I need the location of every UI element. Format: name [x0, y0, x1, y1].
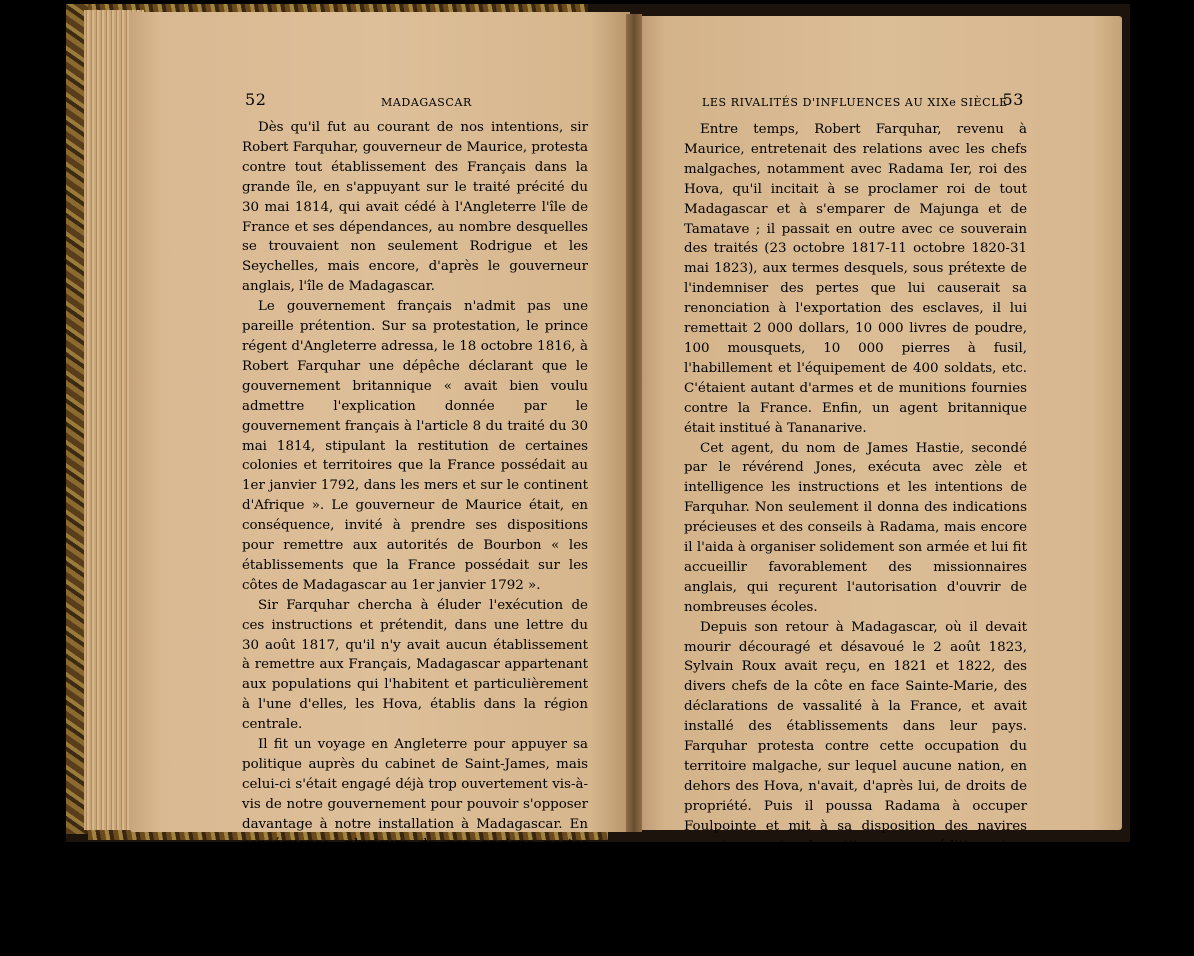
- right-page-header: [702, 90, 1024, 114]
- paragraph: Le gouvernement français n'admit pas une pareille prétention. Sur sa protestation, le prince régent d'Angleterre adressa, le 18 octobre 1816, à Robert Farquhar une dépêche déclarant que le gouvernement britannique « avait bien voulu admettre l'explication donnée par le gouvernement français à l'article 8 du traité du 30 mai 1814, stipulant la restitution de certaines colonies et territoires que la France possédait au 1er janvier 1792, dans les mers et sur le continent d'Afrique ». Le gouverneur de Maurice était, en conséquence, invité à prendre ses dispositions pour remettre aux autorités de Bourbon « les établissements que la France possédait sur les côtes de Madagascar au 1er janvier 1792 ».: [242, 299, 588, 593]
- paragraph: Sir Farquhar chercha à éluder l'exécution de ces instructions et prétendit, dans une lettre du 30 août 1817, qu'il n'y avait aucun établissement à remettre aux Français, Madagascar appartenant aux populations qui l'habitent et particulièrement à l'une d'elles, les Hova, établis dans la région centrale.: [242, 597, 588, 733]
- paragraph: Cet agent, du nom de James Hastie, secondé par le révérend Jones, exécuta avec zèle et intelligence les instructions et les intentions de Farquhar. Non seulement il donna des indications précieuses et des conseils à Radama, mais encore il l'aida à organiser solidement son armée et lui fit accueillir favorablement des missionnaires anglais, qui reçurent l'autorisation d'ouvrir de nombreuses écoles.: [684, 440, 1027, 615]
- paragraph: Dès qu'il fut au courant de nos intentions, sir Robert Farquhar, gouverneur de Maurice, protesta contre tout établissement des Français dans la grande île, en s'appuyant sur le traité précité du 30 mai 1814, qui avait cédé à l'Angleterre l'île de France et ses dépendances, au nombre desquelles se trouvaient non seulement Rodrigue et les Seychelles, mais encore, d'après le gouverneur anglais, l'île de Madagascar.: [242, 120, 588, 295]
- right-page-body: [684, 120, 1027, 956]
- page-number-left: 52: [245, 90, 267, 109]
- running-head-right: LES RIVALITÉS D'INFLUENCES AU XIXe SIÈCLE: [702, 96, 1008, 109]
- paragraph: Entre temps, Robert Farquhar, revenu à Maurice, entretenait des relations avec les chefs malgaches, notamment avec Radama Ier, roi des Hova, qu'il incitait à se proclamer roi de tout Madagascar et à s'emparer de Majunga et de Tamatave ; il passait en outre avec ce souverain des traités (23 octobre 1817-11 octobre 1820-31 mai 1823), aux termes desquels, sous prétexte de l'indemniser des pertes que lui causerait sa renonciation à l'exportation des esclaves, il lui remettait 2 000 dollars, 10 000 livres de poudre, 100 mousquets, 10 000 pierres à fusil, l'habillement et l'équipement de 400 soldats, etc. C'étaient autant d'armes et de munitions fournies contre la France. Enfin, un agent britannique était institué à Tananarive.: [684, 122, 1027, 436]
- page-number-right: 53: [1002, 90, 1024, 109]
- left-page-body: [242, 118, 588, 914]
- left-page-header: [245, 90, 617, 114]
- book-gutter: [626, 14, 642, 832]
- paragraph: Il fit un voyage en Angleterre pour appuyer sa politique auprès du cabinet de Saint-James, mais celui-ci s'était engagé déjà trop ouvertement vis-à-vis de notre gouvernement pour pouvoir s'opposer davantage à notre installation à Madagascar. En conséquence, plusieurs de nos anciens postes furent successivement réoccupés par Sylvain Roux à partir de 1818, notamment Sainte-Marie, Fort-Dauphin, Pointe-à-Larrée et Tintingue.: [242, 737, 588, 912]
- running-head-left: MADAGASCAR: [381, 96, 472, 109]
- paragraph: Depuis son retour à Madagascar, où il devait mourir découragé et désavoué le 2 août 1823, Sylvain Roux avait reçu, en 1821 et 1822, des divers chefs de la côte en face Sainte-Marie, des déclarations de vassalité à la France, et avait installé des établissements dans leur pays. Farquhar protesta contre cette occupation du territoire malgache, sur lequel aucune nation, en dehors des Hova, n'avait, d'après lui, de droits de propriété. Puis il poussa Radama à occuper Foulpointe et mit à sa disposition des navires pour transporter de petits corps expéditionnaires contre Tintingue et Fort-Dauphin. Ce dernier comptoir, défendu seulement par un vaillant officier, M. de Grasse, et par quelques soldats minés par la fièvre, fut occupé par les Hova le 14 mars 1825.: [684, 619, 1027, 954]
